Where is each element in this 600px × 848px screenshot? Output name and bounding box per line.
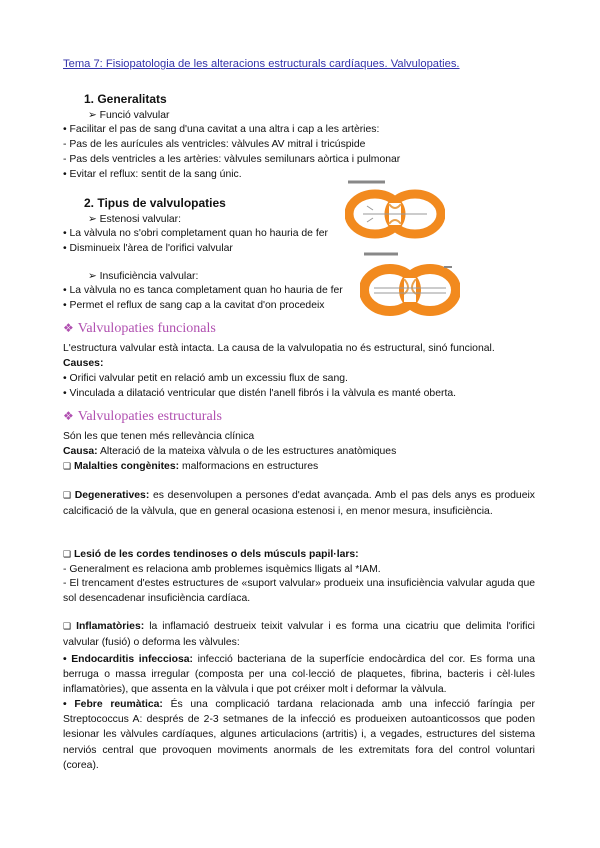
list-item: - El trencament d'estes estructures de «suport valvular» produeix una insuficiència valvular aguda que sol desencadenar insuficiència cardíaca. — [63, 578, 535, 605]
list-item: • La vàlvula no es tanca completament quan ho hauria de fer — [63, 285, 343, 296]
subheading-estenosi: ➢ Estenosi valvular: — [88, 214, 182, 225]
checkbox-bullet-icon: ❑ — [63, 491, 72, 501]
endocarditis-paragraph: • Endocarditis infecciosa: infecció bacteriana de la superfície endocàrdica del cor. Es forma una berruga o massa irregular (composta per una col·lecció de plaquetes, fibrina, bacteris i cèl·lules inflamatòries), que assenta en la vàlvula i que pot créixer molt i deformar la vàlvula. — [63, 654, 535, 696]
subheading-insuficiencia: ➢ Insuficiència valvular: — [88, 271, 199, 282]
section-generalitats-heading: 1. Generalitats — [84, 92, 167, 106]
list-item: • Facilitar el pas de sang d'una cavitat a una altra i cap a les artèries: — [63, 124, 380, 135]
list-item: • Permet el reflux de sang cap a la cavitat d'on procedeix — [63, 300, 325, 311]
checkbox-bullet-icon: ❑ — [63, 462, 72, 472]
paragraph: Són les que tenen més rellevància clínica — [63, 431, 255, 442]
subheading-funcio-valvular: ➢ Funció valvular — [88, 110, 170, 121]
lesio-heading: ❑ Lesió de les cordes tendinoses o dels músculs papil·lars: — [63, 549, 359, 560]
section-tipus-heading: 2. Tipus de valvulopaties — [84, 196, 226, 210]
list-item: • Evitar el reflux: sentit de la sang únic. — [63, 169, 242, 180]
diamond-bullet-icon: ❖ — [63, 321, 74, 335]
diamond-bullet-icon: ❖ — [63, 409, 74, 423]
list-item: • Vinculada a dilatació ventricular que distén l'anell fibrós i la vàlvula es manté oberta. — [63, 388, 456, 399]
list-item: • Orifici valvular petit en relació amb un excessiu flux de sang. — [63, 373, 348, 384]
causes-label: Causes: — [63, 358, 104, 369]
febre-reumatica-paragraph: • Febre reumàtica: És una complicació tardana relacionada amb una infecció faríngia per Streptococcus A: després de 2-3 setmanes de la infecció es produeixen autoanticossos que poden lesionar les vàlvules cardíaques, algunes articulacions (artritis) i, a vegades, estructures del sistema nerviós central que provoquen moviments anormals de les extremitats fora del control voluntari (corea). — [63, 699, 535, 771]
inflamatories-paragraph: ❑ Inflamatòries: la inflamació destrueix teixit valvular i es forma una cicatriu que delimita l'orifici valvular (fusió) o deforma les vàlvules: — [63, 621, 535, 649]
section-funcionals-heading: ❖ Valvulopaties funcionals — [63, 321, 216, 336]
list-item: - Pas de les aurícules als ventricles: vàlvules AV mitral i tricúspide — [63, 139, 366, 150]
causa-line: Causa: Alteració de la mateixa vàlvula o de les estructures anatòmiques — [63, 446, 397, 457]
congenites-line: ❑ Malalties congènites: malformacions en estructures — [63, 461, 319, 472]
paragraph: L'estructura valvular està intacta. La causa de la valvulopatia no és estructural, sinó funcional. — [63, 343, 495, 354]
list-item: - Generalment es relaciona amb problemes isquèmics lligats al *IAM. — [63, 564, 381, 575]
page-title: Tema 7: Fisiopatologia de les alteracions estructurals cardíaques. Valvulopaties. — [63, 58, 460, 70]
insufficiency-diagram — [360, 248, 460, 320]
list-item: - Pas dels ventricles a les artèries: vàlvules semilunars aòrtica i pulmonar — [63, 154, 401, 165]
list-item: • La vàlvula no s'obri completament quan ho hauria de fer — [63, 228, 328, 239]
checkbox-bullet-icon: ❑ — [63, 550, 72, 560]
section-estructurals-heading: ❖ Valvulopaties estructurals — [63, 409, 223, 424]
checkbox-bullet-icon: ❑ — [63, 622, 72, 632]
stenosis-diagram — [345, 176, 445, 244]
list-item: • Disminueix l'àrea de l'orifici valvular — [63, 243, 233, 254]
degeneratives-paragraph: ❑ Degeneratives: es desenvolupen a persones d'edat avançada. Amb el pas dels anys es produeix calcificació de la vàlvula, que en general ocasiona estenosi i, en menor mesura, insuficiència. — [63, 490, 535, 518]
